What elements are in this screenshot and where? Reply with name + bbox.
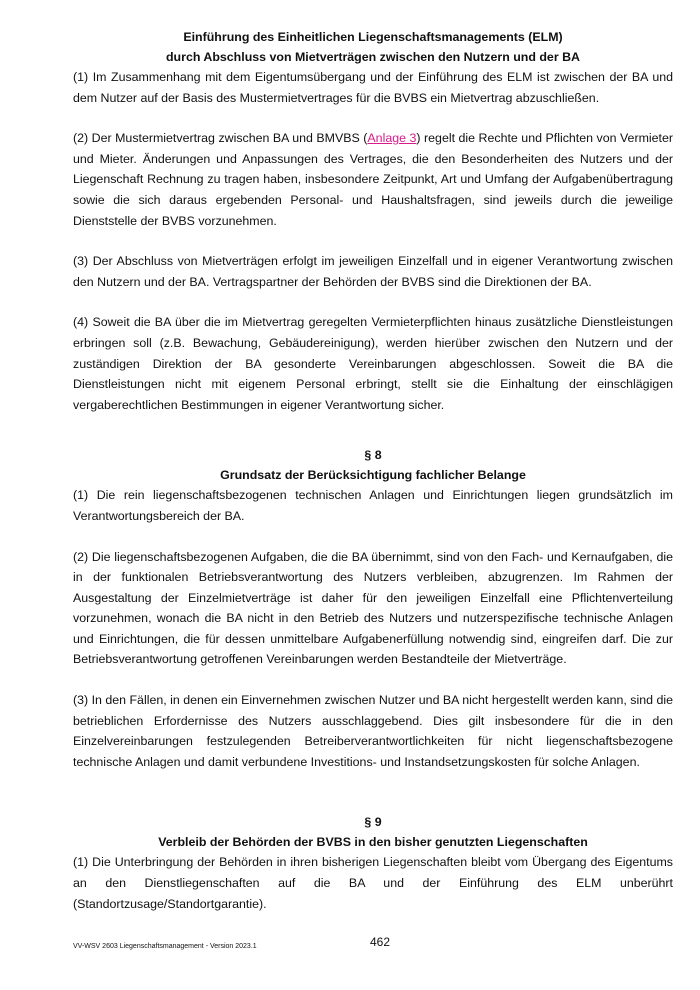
section-7-paragraph-4: (4) Soweit die BA über die im Mietvertrag geregelten Vermieterpflichten hinaus zusätzliche Dienstleistungen erbringen soll (z.B. Bewachung, Gebäudereinigung), werden hierüber zwischen den Nutzern und der zuständigen Direktion der BA gesonderte Vereinbarungen abgeschlossen. Soweit die BA die Dienstleistungen nicht mit eigenem Personal erbringt, stellt sie die Einhaltung der einschlägigen vergaberechtlichen Bestimmungen in eigener Verantwortung sicher. — [73, 315, 673, 412]
section-9-title: Verbleib der Behörden der BVBS in den bisher genutzten Liegenschaften — [158, 835, 588, 850]
spacer — [73, 772, 673, 812]
paragraph-text: (2) Der Mustermietvertrag zwischen BA und BMVBS ( — [73, 131, 368, 146]
section-7-paragraph-3: (3) Der Abschluss von Mietverträgen erfolgt im jeweiligen Einzelfall und in eigener Verantwortung zwischen den Nutzern und der BA. Vertragspartner der Behörden der BVBS sind die Direktionen der BA. — [73, 254, 673, 289]
section-7-title-line-1: Einführung des Einheitlichen Liegenschaftsmanagements (ELM) — [183, 30, 563, 44]
section-8-paragraph-3: (3) In den Fällen, in denen ein Einvernehmen zwischen Nutzer und BA nicht hergestellt werden kann, sind die betrieblichen Erfordernisse des Nutzers ausschlaggebend. Dies gilt insbesondere für die in den Einzelvereinbarungen festzulegenden Betreiberverantwortlichkeiten für nicht liegenschaftsbezogene technische Anlagen und damit verbundene Investitions- und Instandsetzungskosten für solche Anlagen. — [73, 693, 673, 769]
section-8-number: § 8 — [364, 448, 382, 463]
footer-page-number: 462 — [370, 935, 391, 949]
spacer — [73, 527, 673, 547]
spacer — [73, 292, 673, 312]
footer-document-title: VV-WSV 2603 Liegenschaftsmanagement - Version 2023.1 — [73, 943, 257, 950]
spacer — [73, 231, 673, 251]
section-9-number: § 9 — [364, 815, 382, 830]
spacer — [73, 415, 673, 445]
section-7-paragraph-2 — [73, 128, 673, 231]
section-8-paragraph-2: (2) Die liegenschaftsbezogenen Aufgaben, die die BA übernimmt, sind von den Fach- und Kernaufgaben, die in der funktionalen Betriebsverantwortung des Nutzers verbleiben, abzugrenzen. Im Rahmen der Ausgestaltung der Einzelmietverträge ist daher für den jeweiligen Einzelfall eine Pflichtenverteilung vorzunehmen, wonach die BA nicht in den Betrieb des Nutzers und nutzerspezifische technische Anlagen und Einrichtungen, die für dessen unmittelbare Aufgabenerfüllung notwendig sind, eingreifen darf. Die zur Betriebsverantwortung getroffenen Vereinbarungen werden Bestandteile der Mietverträge. — [73, 549, 673, 667]
anlage-3-link[interactable]: Anlage 3 — [367, 131, 417, 146]
spacer — [73, 108, 673, 128]
section-8-title: Grundsatz der Berücksichtigung fachlicher Belange — [220, 468, 526, 483]
paragraph-text: ) regelt die Rechte und Pflichten von Vermieter und Mieter. Änderungen und Anpassungen des Vertrages, die den Besonderheiten des Nutzers und der Liegenschaft Rechnung zu tragen haben, insbesondere Zeitpunkt, Art und Umfang der Aufgabenübertragung sowie die sich daraus ergebenden Personal- und Haushaltsfragen, sind jeweils durch die jeweilige Dienststelle der BVBS vorzunehmen. — [73, 131, 674, 228]
section-7-title-line-2: durch Abschluss von Mietverträgen zwischen den Nutzern und der BA — [165, 50, 580, 64]
section-7-paragraph-1: (1) Im Zusammenhang mit dem Eigentumsübergang und der Einführung des ELM ist zwischen der BA und dem Nutzer auf der Basis des Mustermietvertrages für die BVBS ein Mietvertrag abzuschließen. — [73, 70, 673, 105]
spacer — [73, 670, 673, 690]
page-content — [73, 27, 673, 914]
section-8-paragraph-1: (1) Die rein liegenschaftsbezogenen technischen Anlagen und Einrichtungen liegen grundsätzlich im Verantwortungsbereich der BA. — [73, 488, 673, 523]
section-9-paragraph-1: (1) Die Unterbringung der Behörden in ihren bisherigen Liegenschaften bleibt vom Übergang des Eigentums an den Dienstliegenschaften auf die BA und der Einführung des ELM unberührt (Standortzusage/Standortgarantie). — [73, 855, 673, 911]
